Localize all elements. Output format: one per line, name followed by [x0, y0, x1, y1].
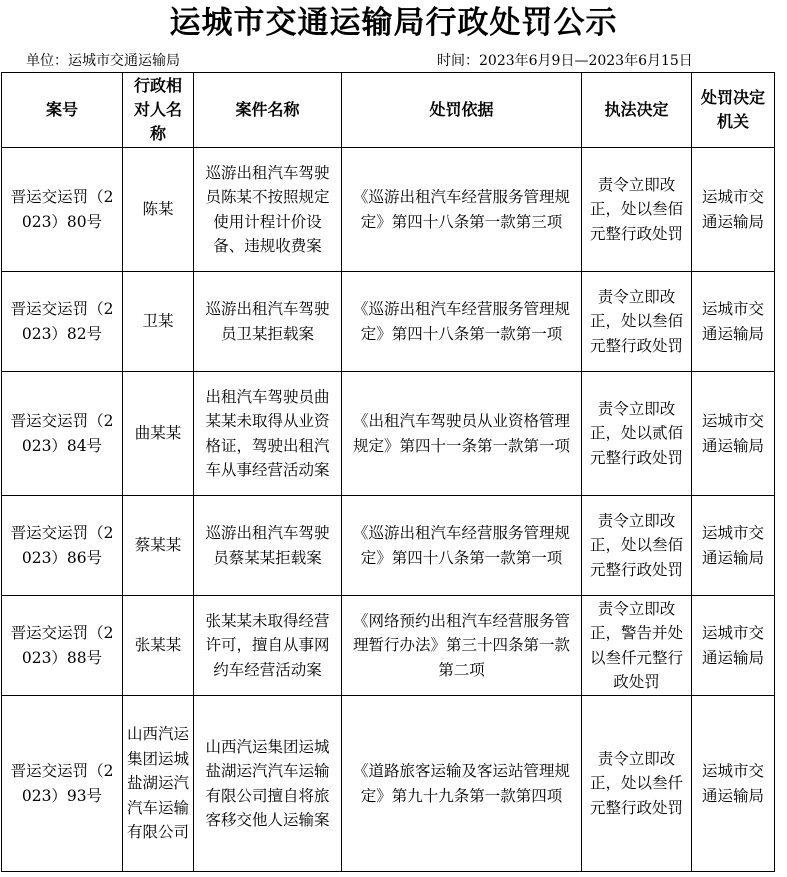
table-row: [2, 372, 775, 496]
cell-case-name: 张某某未取得经营许可，擅自从事网约车经营活动案: [194, 596, 342, 696]
cell-party: 曲某某: [123, 372, 194, 496]
cell-basis: 《出租汽车驾驶员从业资格管理规定》第四十一条第一款第一项: [342, 372, 582, 496]
cell-case-name: 出租汽车驾驶员曲某某未取得从业资格证，驾驶出租汽车从事经营活动案: [194, 372, 342, 496]
header-case-name: 案件名称: [194, 73, 342, 148]
cell-basis: 《网络预约出租汽车经营服务管理暂行办法》第三十四条第一款第二项: [342, 596, 582, 696]
header-party: 行政相对人名称: [123, 73, 194, 148]
cell-decision: 责令立即改正，处以叁佰元整行政处罚: [582, 272, 692, 372]
cell-case-name: 巡游出租汽车驾驶员卫某拒载案: [194, 272, 342, 372]
cell-party: 卫某: [123, 272, 194, 372]
table-row: [2, 148, 775, 272]
cell-decision: 责令立即改正，处以贰佰元整行政处罚: [582, 372, 692, 496]
cell-case-no: 晋运交运罚（2023）93号: [2, 696, 123, 872]
meta-line: [0, 46, 787, 72]
cell-decision: 责令立即改正，处以叁佰元整行政处罚: [582, 148, 692, 272]
cell-basis: 《巡游出租汽车经营服务管理规定》第四十八条第一款第一项: [342, 272, 582, 372]
header-case-no: 案号: [2, 73, 123, 148]
cell-case-no: 晋运交运罚（2023）80号: [2, 148, 123, 272]
cell-authority: 运城市交通运输局: [692, 496, 775, 596]
table-row: [2, 596, 775, 696]
header-authority: 处罚决定机关: [692, 73, 775, 148]
cell-authority: 运城市交通运输局: [692, 696, 775, 872]
table-header-row: [2, 73, 775, 148]
cell-basis: 《道路旅客运输及客运站管理规定》第九十九条第一款第四项: [342, 696, 582, 872]
cell-case-no: 晋运交运罚（2023）86号: [2, 496, 123, 596]
cell-decision: 责令立即改正，警告并处以叁仟元整行政处罚: [582, 596, 692, 696]
penalty-table: [1, 72, 775, 872]
cell-authority: 运城市交通运输局: [692, 372, 775, 496]
cell-case-name: 巡游出租汽车驾驶员陈某不按照规定使用计程计价设备、违规收费案: [194, 148, 342, 272]
cell-party: 蔡某某: [123, 496, 194, 596]
cell-authority: 运城市交通运输局: [692, 272, 775, 372]
header-basis: 处罚依据: [342, 73, 582, 148]
cell-case-name: 巡游出租汽车驾驶员蔡某某拒载案: [194, 496, 342, 596]
cell-authority: 运城市交通运输局: [692, 596, 775, 696]
table-row: [2, 696, 775, 872]
cell-case-no: 晋运交运罚（2023）88号: [2, 596, 123, 696]
cell-case-no: 晋运交运罚（2023）84号: [2, 372, 123, 496]
cell-case-name: 山西汽运集团运城盐湖运汽汽车运输有限公司擅自将旅客移交他人运输案: [194, 696, 342, 872]
unit-text: 单位：运城市交通运输局: [26, 53, 180, 69]
cell-authority: 运城市交通运输局: [692, 148, 775, 272]
cell-decision: 责令立即改正，处以叁仟元整行政处罚: [582, 696, 692, 872]
cell-basis: 《巡游出租汽车经营服务管理规定》第四十八条第一款第三项: [342, 148, 582, 272]
cell-party: 张某某: [123, 596, 194, 696]
header-decision: 执法决定: [582, 73, 692, 148]
page-title: 运城市交通运输局行政处罚公示: [169, 5, 618, 41]
table-row: [2, 496, 775, 596]
cell-party: 山西汽运集团运城盐湖运汽汽车运输有限公司: [123, 696, 194, 872]
cell-decision: 责令立即改正，处以叁佰元整行政处罚: [582, 496, 692, 596]
cell-case-no: 晋运交运罚（2023）82号: [2, 272, 123, 372]
cell-party: 陈某: [123, 148, 194, 272]
cell-basis: 《巡游出租汽车经营服务管理规定》第四十八条第一款第一项: [342, 496, 582, 596]
table-row: [2, 272, 775, 372]
time-range-text: 时间：2023年6月9日—2023年6月15日: [437, 53, 693, 69]
